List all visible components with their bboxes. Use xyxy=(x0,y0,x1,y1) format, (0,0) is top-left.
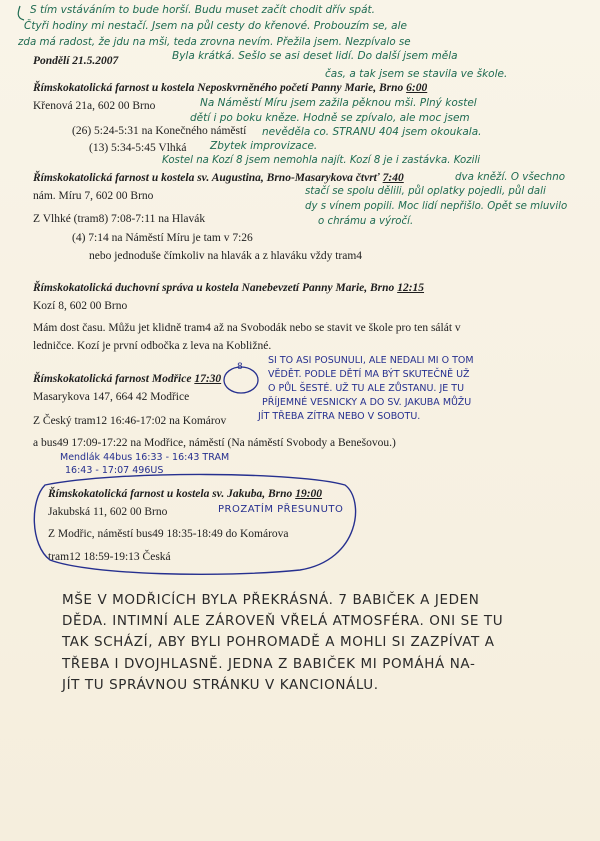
church3-name: Římskokatolická duchovní správa u kostela Nanebevzetí Panny Marie, Brno 12:15 xyxy=(33,282,425,294)
circle-mark-time xyxy=(224,367,258,393)
handwritten-church2-line-1: dva kněží. O všechno xyxy=(455,171,566,183)
church1-address: Křenová 21a, 602 00 Brno xyxy=(33,100,156,112)
handwritten-top-line-2: Čtyři hodiny mi nestačí. Jsem na půl cesty do křenové. Probouzím se, ale xyxy=(24,20,407,32)
handwritten-short: Byla krátká. Sešlo se asi deset lidí. Do další jsem měla xyxy=(172,50,458,62)
church1-name: Římskokatolická farnost u kostela Neposkvrněného početí Panny Marie, Brno 6:00 xyxy=(33,82,428,94)
handwritten-bottom-line-5: JÍT TU SPRÁVNOU STRÁNKU V KANCIONÁLU. xyxy=(62,677,379,693)
bracket-mark xyxy=(18,6,24,20)
handwritten-top-line-3: zda má radost, že jdu na mši, teda zrovna nevím. Přežila jsem. Nezpívalo se xyxy=(18,36,411,48)
church2-route-1: Z Vlhké (tram8) 7:08-7:11 na Hlavák xyxy=(33,213,206,225)
handwritten-church1-line-3: nevěděla co. STRANU 404 jsem okoukala. xyxy=(262,126,482,138)
handwritten-bottom-line-2: DĚDA. INTIMNÍ ALE ZÁROVEŇ VŘELÁ ATMOSFÉRA. ONI SE TU xyxy=(62,613,504,629)
church1-route-1: (26) 5:24-5:31 na Konečného náměstí xyxy=(72,125,247,137)
handwritten-church2-line-2: stačí se spolu dělili, půl oplatky pojedli, půl dali xyxy=(305,186,546,197)
handwritten-church2-line-4: o chrámu a výročí. xyxy=(318,216,414,227)
handwritten-church1-line-2: dětí i po boku kněze. Hodně se zpívalo, ale moc jsem xyxy=(190,112,470,124)
handwritten-top-right: čas, a tak jsem se stavila ve škole. xyxy=(325,68,508,80)
church4-route-1: Z Český tram12 16:46-17:02 na Komárov xyxy=(33,415,227,427)
handwritten-bus-line-1: Mendlák 44bus 16:33 - 16:43 TRAM xyxy=(60,452,230,463)
handwritten-bus-line-2: 16:43 - 17:07 496US xyxy=(65,465,164,476)
church5-address: Jakubská 11, 602 00 Brno xyxy=(48,506,168,518)
handwritten-church1-line-1: Na Náměstí Míru jsem zažila pěknou mši. Plný kostel xyxy=(200,97,477,109)
church2-route-3: nebo jednoduše čímkoliv na hlavák a z hlaváku vždy tram4 xyxy=(89,250,363,262)
handwritten-bottom-line-1: MŠE V MODŘICÍCH BYLA PŘEKRÁSNÁ. 7 BABIČEK A JEDEN xyxy=(62,592,480,608)
handwritten-top-line-1: S tím vstáváním to bude horší. Budu muset začít chodit dřív spát. xyxy=(30,4,375,16)
handwritten-church4-line-3: O PŮL ŠESTÉ. UŽ TU ALE ZŮSTANU. JE TU xyxy=(268,383,465,394)
church5-handwritten-note: PROZATÍM PŘESUNUTO xyxy=(218,504,344,515)
handwritten-bottom-line-3: TAK SCHÁZÍ, ABY BYLI POHROMADĚ A MOHLI SI ZAZPÍVAT A xyxy=(62,634,495,650)
church2-name: Římskokatolická farnost u kostela sv. Augustina, Brno-Masarykova čtvrť 7:40 xyxy=(33,172,404,184)
church3-note-1: Mám dost času. Můžu jet klidně tram4 až na Svobodák nebo se stavit ve škole pro ten sálát v xyxy=(33,322,461,334)
handwritten-church1-line-4: Zbytek improvizace. xyxy=(210,140,318,152)
church4-time-correction: 8 xyxy=(237,362,243,372)
church3-note-2: ledničce. Kozí je první odbočka z leva na Kobližné. xyxy=(33,340,272,352)
handwritten-bottom-line-4: TŘEBA I DVOJHLASNĚ. JEDNA Z BABIČEK MI POMÁHÁ NA- xyxy=(62,656,476,672)
church5-route-2: tram12 18:59-19:13 Česká xyxy=(48,551,171,563)
church3-address: Kozí 8, 602 00 Brno xyxy=(33,300,128,312)
handwritten-church4-line-2: VĚDĚT. PODLE DĚTÍ MA BÝT SKUTEČNĚ UŽ xyxy=(268,369,470,380)
handwritten-church2-line-3: dy s vínem popili. Moc lidí nepřišlo. Opět se mluvilo xyxy=(305,201,568,212)
church4-name: Římskokatolická farnost Modřice 17:30 xyxy=(33,373,222,385)
day-heading: Pondělí 21.5.2007 xyxy=(33,55,119,67)
church2-route-2: (4) 7:14 na Náměstí Míru je tam v 7:26 xyxy=(72,232,253,244)
church1-route-2: (13) 5:34-5:45 Vlhká xyxy=(89,142,187,154)
church4-route-2: a bus49 17:09-17:22 na Modřice, náměstí (Na náměstí Svobody a Benešovou.) xyxy=(33,437,396,449)
church5-route-1: Z Modřic, náměstí bus49 18:35-18:49 do Komárova xyxy=(48,528,289,540)
handwritten-church4-line-5: JÍT TŘEBA ZÍTRA NEBO V SOBOTU. xyxy=(258,411,421,422)
handwritten-church4-line-4: PŘÍJEMNÉ VESNICKY A DO SV. JAKUBA MŮŽU xyxy=(262,397,472,408)
church2-address: nám. Míru 7, 602 00 Brno xyxy=(33,190,154,202)
handwritten-koz: Kostel na Kozí 8 jsem nemohla najít. Kozí 8 je i zastávka. Kozili xyxy=(162,155,481,166)
church4-address: Masarykova 147, 664 42 Modřice xyxy=(33,391,190,403)
ellipse-mark-jakub xyxy=(34,474,355,574)
church5-name: Římskokatolická farnost u kostela sv. Jakuba, Brno 19:00 xyxy=(48,488,323,500)
handwritten-church4-line-1: SI TO ASI POSUNULI, ALE NEDALI MI O TOM xyxy=(268,355,474,366)
